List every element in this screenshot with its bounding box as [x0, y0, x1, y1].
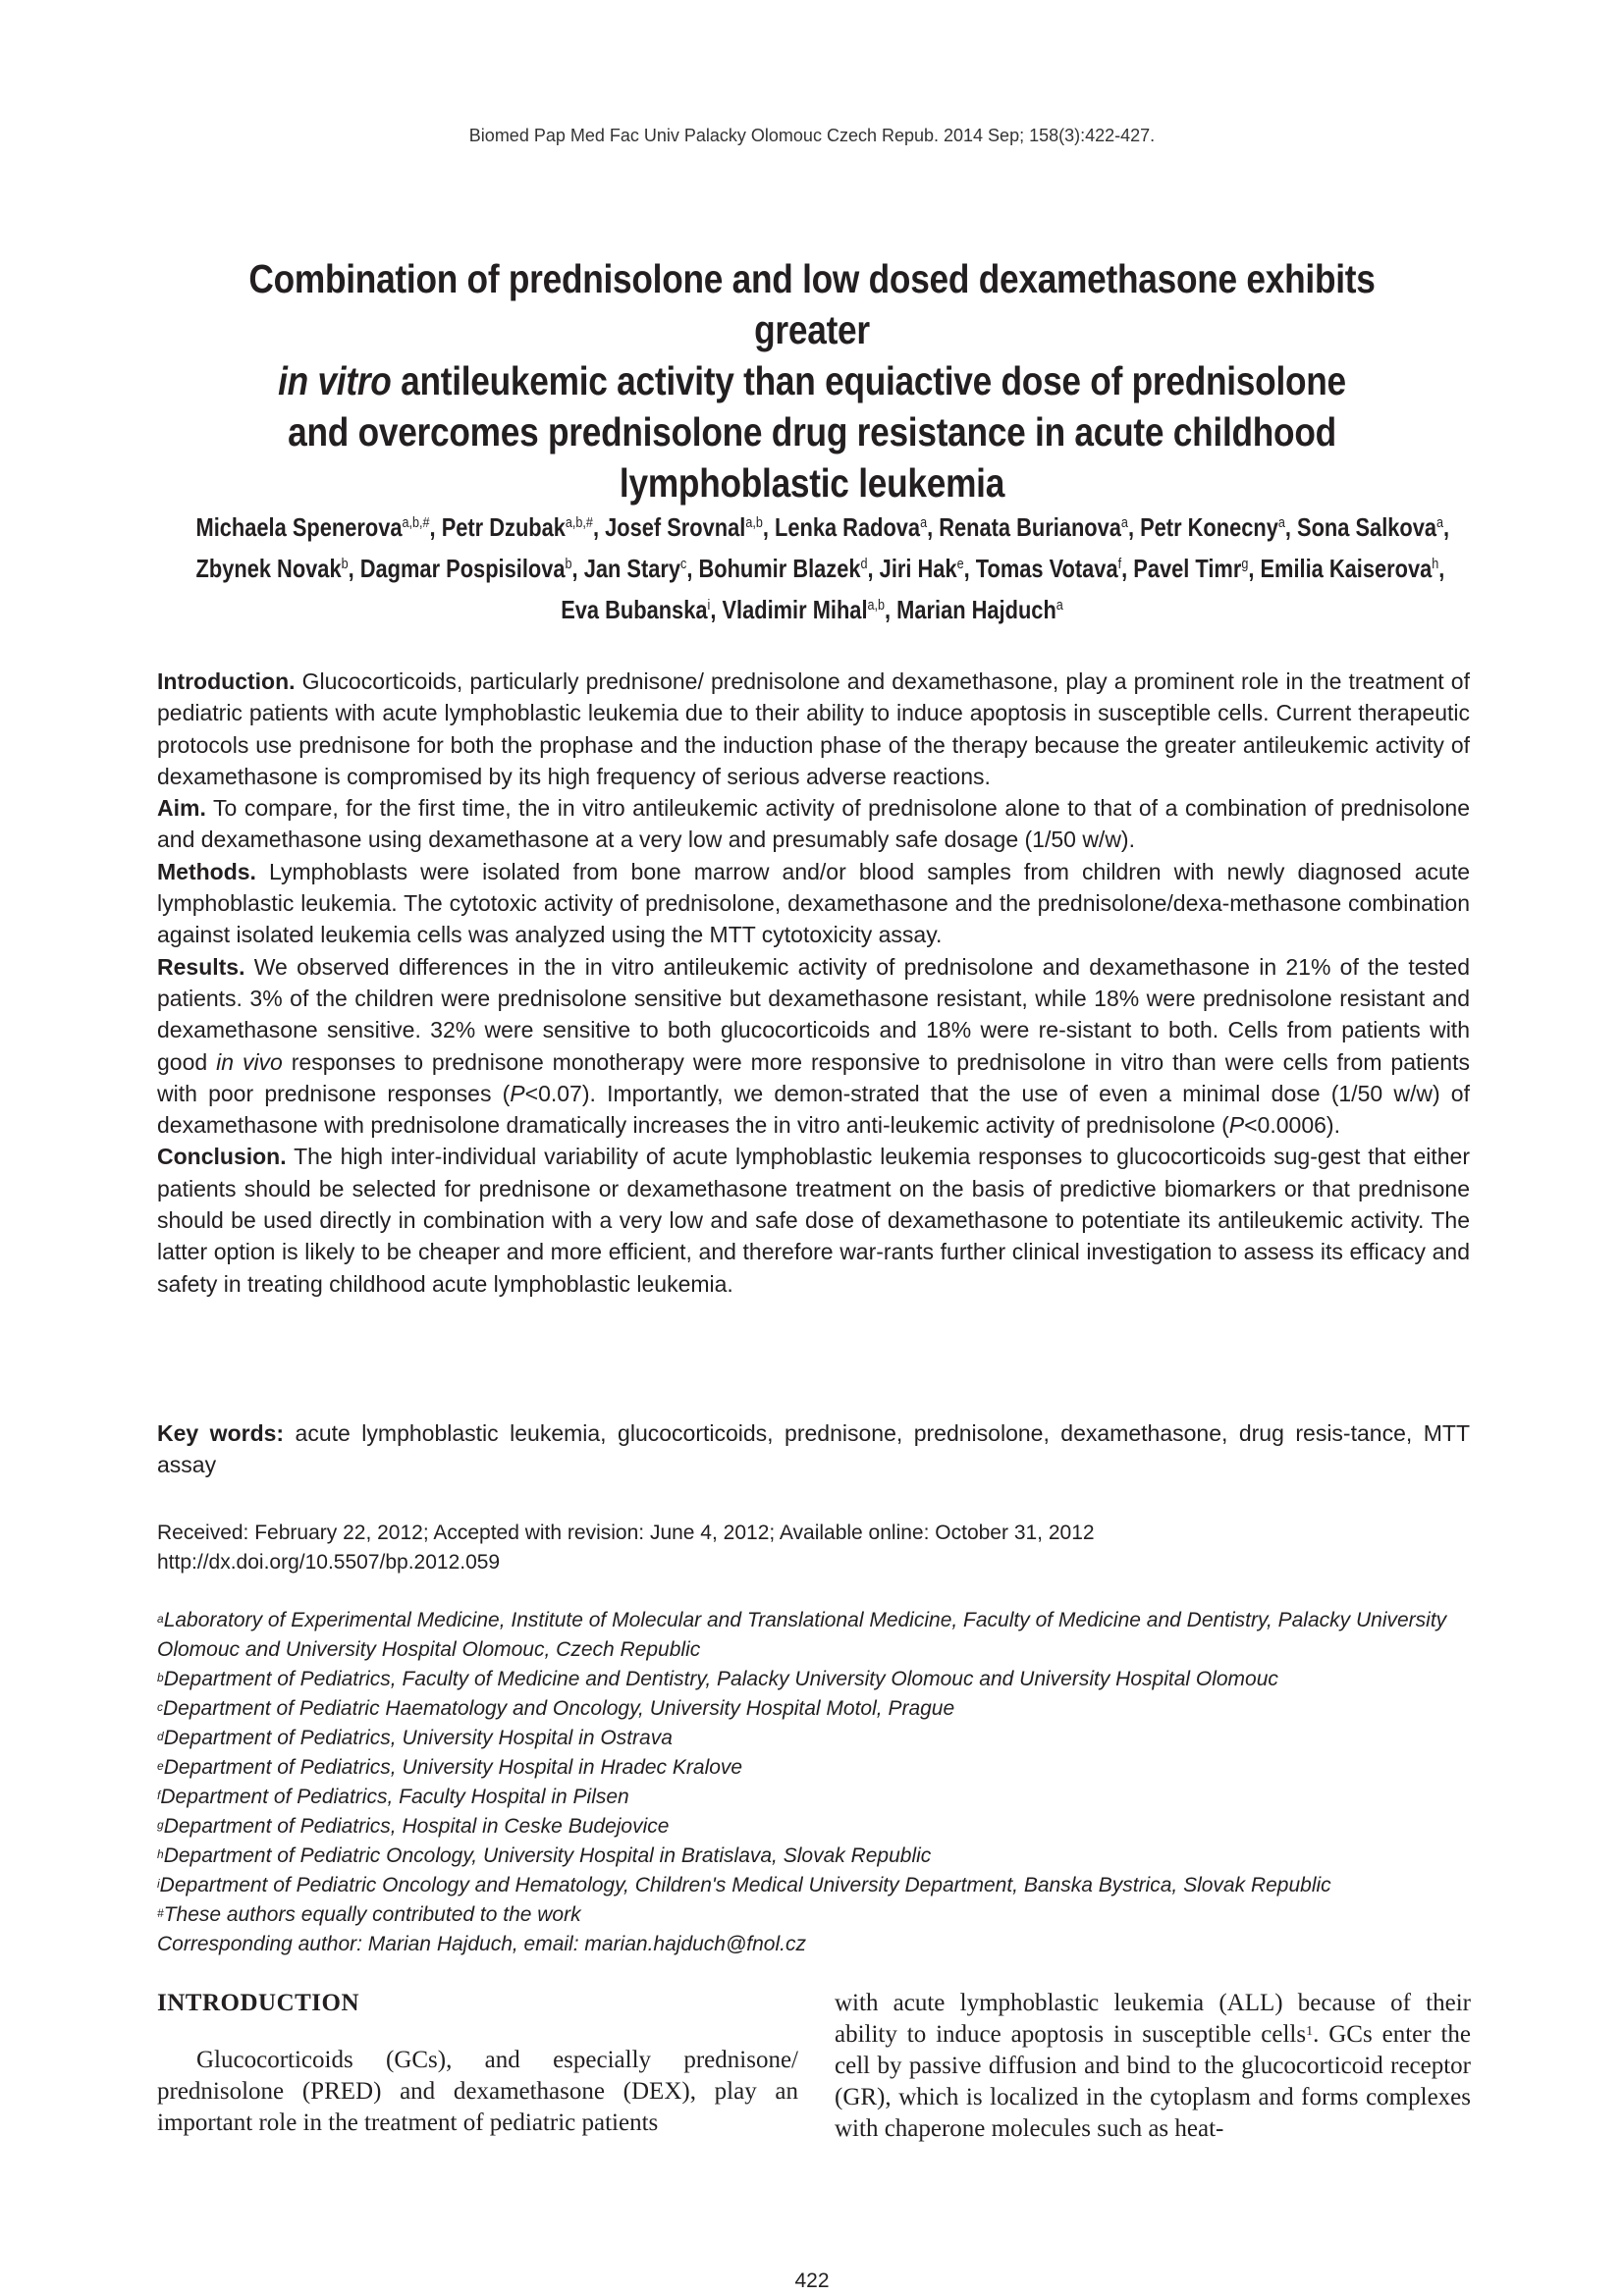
author-list — [195, 507, 1450, 630]
abstract-results-text: We observed differences in the in vitro antileukemic activity of prednisolone and dexamethasone in 21% of the tested patients. 3% of the children were prednisolone sensitive but dexamethasone resistant, while 18% were prednisolone resistant and dexamethasone sensitive. 32% were sensitive to both glucocorticoids and 18% were re-sistant to both. Cells from patients with good — [157, 953, 1470, 1075]
affiliation-marker: c — [157, 1700, 163, 1714]
abstract-results-italic: in vivo — [216, 1048, 283, 1075]
author-separator: , — [571, 554, 584, 583]
body-text: . GCs enter the cell by passive diffusion and bind to the glucocorticoid receptor (GR), which is localized in the cytoplasm and forms complexes with chaperone molecules such as heat- — [835, 2021, 1471, 2142]
author-line-2 — [195, 548, 1445, 589]
author-name: Michaela Spenerova — [195, 512, 403, 542]
affiliation-item — [157, 1753, 1470, 1783]
affiliation-marker: a — [157, 1612, 164, 1626]
author-affiliation-marker: a — [1277, 514, 1285, 531]
author-separator: , — [1438, 554, 1445, 583]
author-affiliation-marker: a — [920, 514, 928, 531]
author-name: Renata Burianova — [939, 512, 1121, 542]
abstract-methods-label: Methods. — [157, 858, 256, 884]
author-name: Bohumir Blazek — [698, 554, 861, 583]
author-affiliation-marker: i — [707, 597, 711, 614]
author-line-1 — [195, 507, 1450, 548]
title-line-4: lymphoblastic leukemia — [619, 460, 1005, 506]
author-separator: , — [963, 554, 976, 583]
author-name: Zbynek Novak — [195, 554, 342, 583]
author-affiliation-marker: a — [1436, 514, 1444, 531]
affiliation-item — [157, 1724, 1470, 1753]
author-affiliation-marker: g — [1241, 556, 1249, 572]
author-separator: , — [1443, 512, 1450, 542]
abstract-introduction-label: Introduction. — [157, 668, 296, 694]
author-separator: , — [686, 554, 699, 583]
abstract-results-text: <0.0006). — [1244, 1112, 1340, 1139]
keywords-label: Key words: — [157, 1420, 285, 1446]
journal-header: Biomed Pap Med Fac Univ Palacky Olomouc Czech Repub. 2014 Sep; 158(3):422-427. — [468, 126, 1156, 145]
affiliation-marker: b — [157, 1671, 164, 1684]
abstract-results-label: Results. — [157, 953, 245, 980]
abstract-conclusion-text: The high inter-individual variability of acute lymphoblastic leukemia responses to glucocorticoids sug-gest that either patients should be selected for prednisone or dexamethasone treatment on the basis of predictive biomarkers or that prednisone should be used directly in combination with a very low and safe dose of dexamethasone to potentiate its antileukemic activity. The latter option is likely to be cheaper and more efficient, and therefore war-rants further clinical investigation to assess its efficacy and safety in treating childhood acute lymphoblastic leukemia. — [157, 1144, 1470, 1297]
author-separator: , — [1284, 512, 1298, 542]
title-italic: in vitro — [278, 358, 392, 403]
affiliation-item — [157, 1930, 1470, 1959]
publication-dates — [157, 1519, 1470, 1577]
affiliation-item — [157, 1665, 1470, 1694]
affiliation-marker: g — [157, 1818, 164, 1832]
title-line-2-rest: antileukemic activity than equiactive dose of prednisolone — [391, 358, 1346, 403]
author-separator: , — [1121, 554, 1134, 583]
affiliation-text: Corresponding author: Marian Hajduch, email: marian.hajduch@fnol.cz — [157, 1933, 806, 1955]
affiliation-item — [157, 1900, 1470, 1930]
author-separator: , — [592, 512, 606, 542]
author-affiliation-marker: a,b — [745, 514, 763, 531]
author-line-3 — [196, 589, 1429, 630]
abstract-results-p-value-symbol: P — [510, 1080, 525, 1106]
author-separator: , — [867, 554, 880, 583]
body-column-left — [157, 1988, 798, 2139]
affiliation-text: Department of Pediatrics, University Hospital in Hradec Kralove — [163, 1756, 743, 1779]
affiliation-marker: d — [157, 1730, 164, 1743]
affiliation-text: Department of Pediatrics, Hospital in Ceske Budejovice — [163, 1815, 670, 1838]
author-name: Emilia Kaiserova — [1260, 554, 1433, 583]
abstract — [157, 666, 1470, 1300]
author-name: Vladimir Mihal — [722, 595, 868, 624]
affiliation-marker: i — [157, 1877, 160, 1891]
author-separator: , — [762, 512, 775, 542]
author-affiliation-marker: a,b,# — [402, 514, 430, 531]
title-line-1: Combination of prednisolone and low dosed dexamethasone exhibits greater — [248, 256, 1376, 352]
author-separator: , — [710, 595, 723, 624]
affiliation-text: Department of Pediatric Haematology and Oncology, University Hospital Motol, Prague — [163, 1697, 955, 1720]
author-affiliation-marker: c — [680, 556, 687, 572]
abstract-introduction — [157, 666, 1470, 792]
author-affiliation-marker: b — [341, 556, 349, 572]
author-name: Dagmar Pospisilova — [359, 554, 566, 583]
author-separator: , — [885, 595, 897, 624]
author-affiliation-marker: a,b,# — [565, 514, 593, 531]
abstract-results — [157, 951, 1470, 1142]
citation-reference[interactable]: 1 — [1306, 2024, 1314, 2039]
body-text: with acute lymphoblastic leukemia (ALL) because of their ability to induce apoptosis in susceptible cells — [835, 1990, 1471, 2048]
abstract-results-p-value-symbol: P — [1228, 1112, 1245, 1139]
affiliation-item — [157, 1842, 1470, 1871]
author-affiliation-marker: b — [565, 556, 572, 572]
author-affiliation-marker: a,b — [867, 597, 886, 614]
abstract-methods — [157, 856, 1470, 951]
affiliation-marker: f — [157, 1789, 161, 1802]
author-affiliation-marker: a — [1056, 597, 1063, 614]
author-name: Petr Konecny — [1140, 512, 1278, 542]
affiliation-item — [157, 1606, 1470, 1665]
affiliation-text: These authors equally contributed to the work — [163, 1903, 581, 1926]
section-heading-introduction: INTRODUCTION — [157, 1990, 360, 2016]
affiliation-text: Department of Pediatrics, Faculty of Medicine and Dentistry, Palacky University Olomouc and University Hospital Olomouc — [163, 1668, 1278, 1690]
author-name: Marian Hajduch — [896, 595, 1056, 624]
keywords-text: acute lymphoblastic leukemia, glucocorticoids, prednisone, prednisolone, dexamethasone, drug resis-tance, MTT assay — [157, 1420, 1470, 1477]
abstract-aim — [157, 792, 1470, 856]
author-name: Jan Stary — [583, 554, 681, 583]
abstract-aim-text: To compare, for the first time, the in vitro antileukemic activity of prednisolone alone to that of a combination of prednisolone and dexamethasone using dexamethasone at a very low and presumably safe dosage (1/50 w/w). — [157, 795, 1470, 853]
author-name: Sona Salkova — [1297, 512, 1437, 542]
affiliation-text: Department of Pediatrics, Faculty Hospital in Pilsen — [160, 1786, 629, 1808]
abstract-aim-label: Aim. — [157, 795, 206, 822]
author-separator: , — [429, 512, 442, 542]
abstract-introduction-text: Glucocorticoids, particularly prednisone/ prednisolone and dexamethasone, play a prominent role in the treatment of pediatric patients with acute lymphoblastic leukemia due to their ability to induce apoptosis in susceptible cells. Current therapeutic protocols use prednisone for both the prophase and the induction phase of the therapy because the greater antileukemic activity of dexamethasone is compromised by its high frequency of serious adverse reactions. — [157, 668, 1470, 789]
abstract-conclusion — [157, 1141, 1470, 1299]
body-paragraph — [835, 1988, 1471, 2145]
affiliation-text: Department of Pediatric Oncology, University Hospital in Bratislava, Slovak Republic — [163, 1844, 932, 1867]
abstract-results-text: <0.07). Importantly, we demon-strated that the use of even a minimal dose (1/50 w/w) of dexamethasone with prednisolone dramatically increases the in vitro anti-leukemic activity of prednisolone ( — [157, 1080, 1470, 1139]
doi-link[interactable]: http://dx.doi.org/10.5507/bp.2012.059 — [157, 1551, 501, 1574]
author-separator: , — [927, 512, 940, 542]
author-name: Tomas Votava — [975, 554, 1118, 583]
affiliation-text: Department of Pediatric Oncology and Hematology, Children's Medical University Department, Banska Bystrica, Slovak Republic — [159, 1874, 1331, 1896]
abstract-results-text: responses to prednisone monotherapy were more responsive to prednisolone in vitro than were cells from patients with poor prednisone responses ( — [157, 1048, 1470, 1106]
author-separator: , — [1127, 512, 1141, 542]
title-line-3: and overcomes prednisolone drug resistance in acute childhood — [288, 409, 1336, 454]
page-number: 422 — [794, 2269, 830, 2292]
abstract-methods-text: Lymphoblasts were isolated from bone marrow and/or blood samples from children with newly diagnosed acute lymphoblastic leukemia. The cytotoxic activity of prednisolone, dexamethasone and the prednisolone/dexa-methasone combination against isolated leukemia cells was analyzed using the MTT cytotoxicity assay. — [157, 858, 1470, 948]
affiliation-item — [157, 1812, 1470, 1842]
affiliation-item — [157, 1871, 1470, 1900]
author-affiliation-marker: d — [860, 556, 868, 572]
author-name: Eva Bubanska — [561, 595, 708, 624]
article-title — [248, 253, 1375, 508]
author-affiliation-marker: a — [1120, 514, 1128, 531]
author-name: Josef Srovnal — [605, 512, 746, 542]
received-dates: Received: February 22, 2012; Accepted with revision: June 4, 2012; Available online: October 31, 2012 — [157, 1522, 1095, 1544]
affiliation-marker: h — [157, 1847, 164, 1861]
affiliation-marker: # — [157, 1906, 164, 1920]
author-name: Petr Dzubak — [441, 512, 566, 542]
author-separator: , — [348, 554, 360, 583]
author-affiliation-marker: h — [1432, 556, 1439, 572]
body-column-right — [835, 1988, 1471, 2145]
author-name: Lenka Radova — [774, 512, 921, 542]
affiliations — [157, 1606, 1470, 1959]
author-separator: , — [1248, 554, 1261, 583]
body-paragraph: Glucocorticoids (GCs), and especially prednisone/ prednisolone (PRED) and dexamethasone (DEX), play an important role in the treatment of pediatric patients — [157, 2047, 798, 2136]
author-name: Jiri Hak — [879, 554, 957, 583]
title-line-2 — [248, 355, 1375, 406]
abstract-conclusion-label: Conclusion. — [157, 1144, 287, 1170]
affiliation-marker: e — [157, 1759, 164, 1773]
affiliation-item — [157, 1783, 1470, 1812]
affiliation-item — [157, 1694, 1470, 1724]
affiliation-text: Laboratory of Experimental Medicine, Institute of Molecular and Translational Medicine, Faculty of Medicine and Dentistry, Palacky University Olomouc and University Hospital Olomouc, Czech Republic — [157, 1609, 1447, 1661]
affiliation-text: Department of Pediatrics, University Hospital in Ostrava — [163, 1727, 673, 1749]
author-name: Pavel Timr — [1133, 554, 1242, 583]
author-affiliation-marker: e — [956, 556, 964, 572]
author-affiliation-marker: f — [1117, 556, 1122, 572]
keywords — [157, 1417, 1470, 1480]
